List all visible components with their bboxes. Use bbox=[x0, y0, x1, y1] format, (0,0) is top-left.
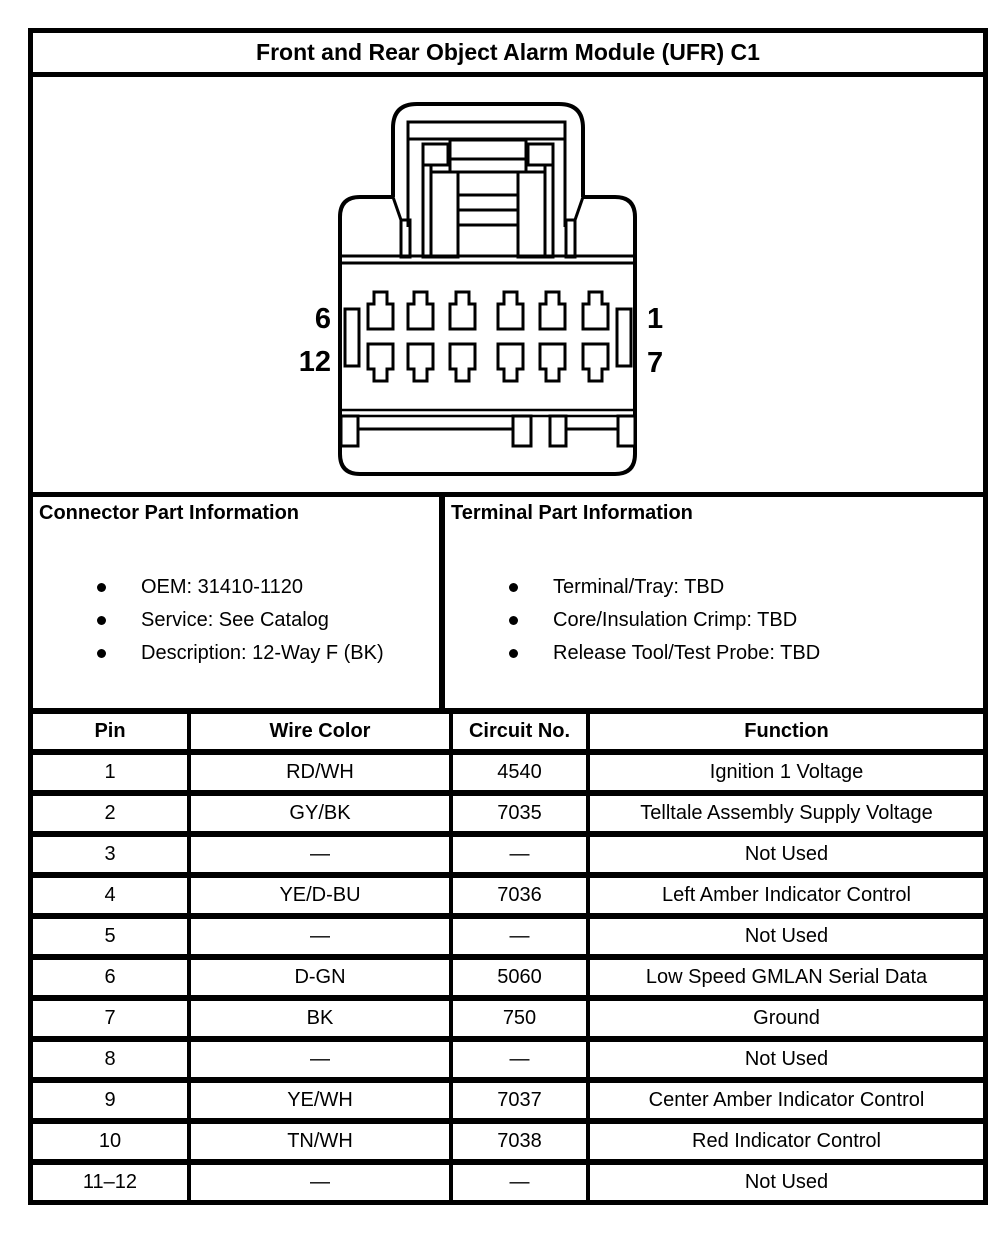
bullet-icon bbox=[509, 616, 518, 625]
bullet-item bbox=[451, 604, 983, 637]
table-row bbox=[33, 1162, 983, 1200]
bullet-text: Service: See Catalog bbox=[141, 609, 329, 631]
pin-cell: 7 bbox=[33, 998, 189, 1039]
pin-grid-icon bbox=[345, 292, 631, 381]
circuit-no-cell: — bbox=[451, 1162, 588, 1200]
circuit-no-cell: — bbox=[451, 916, 588, 957]
connector-diagram-panel bbox=[33, 72, 983, 497]
pin-table-header-row bbox=[33, 714, 983, 752]
function-cell: Red Indicator Control bbox=[588, 1121, 983, 1162]
pin-cell: 5 bbox=[33, 916, 189, 957]
pin-column-header: Pin bbox=[33, 714, 189, 752]
circuit-no-cell: 4540 bbox=[451, 752, 588, 793]
bullet-item bbox=[39, 637, 439, 670]
circuit-no-cell: 750 bbox=[451, 998, 588, 1039]
page-title: Front and Rear Object Alarm Module (UFR) C1 bbox=[256, 39, 760, 65]
function-cell: Left Amber Indicator Control bbox=[588, 875, 983, 916]
function-cell: Ignition 1 Voltage bbox=[588, 752, 983, 793]
table-row bbox=[33, 1080, 983, 1121]
wire-color-cell: — bbox=[189, 916, 451, 957]
terminal-part-info-heading: Terminal Part Information bbox=[451, 502, 693, 524]
connector-latch-icon bbox=[393, 104, 583, 257]
bullet-item bbox=[39, 571, 439, 604]
connector-part-info-heading: Connector Part Information bbox=[39, 502, 300, 524]
bullet-text: Core/Insulation Crimp: TBD bbox=[553, 609, 798, 631]
pin-cell: 10 bbox=[33, 1121, 189, 1162]
bullet-icon bbox=[509, 583, 518, 592]
wire-color-cell: — bbox=[189, 834, 451, 875]
wire-color-cell: TN/WH bbox=[189, 1121, 451, 1162]
table-row bbox=[33, 998, 983, 1039]
pin-cell: 6 bbox=[33, 957, 189, 998]
pin-cell: 1 bbox=[33, 752, 189, 793]
table-row bbox=[33, 793, 983, 834]
bullet-item bbox=[451, 571, 983, 604]
function-cell: Center Amber Indicator Control bbox=[588, 1080, 983, 1121]
terminal-part-info-panel bbox=[445, 497, 983, 708]
pin-label-12: 12 bbox=[298, 346, 331, 378]
pin-table bbox=[33, 714, 983, 1200]
bullet-text: Release Tool/Test Probe: TBD bbox=[553, 642, 821, 664]
bullet-item bbox=[39, 604, 439, 637]
bullet-item bbox=[451, 637, 983, 670]
pin-cell: 8 bbox=[33, 1039, 189, 1080]
pin-cell: 2 bbox=[33, 793, 189, 834]
function-cell: Telltale Assembly Supply Voltage bbox=[588, 793, 983, 834]
table-row bbox=[33, 834, 983, 875]
table-row bbox=[33, 1039, 983, 1080]
connector-diagram bbox=[33, 77, 983, 492]
pin-label-7: 7 bbox=[647, 347, 664, 379]
circuit-no-cell: — bbox=[451, 834, 588, 875]
wire-color-cell: — bbox=[189, 1039, 451, 1080]
table-row bbox=[33, 957, 983, 998]
table-row bbox=[33, 875, 983, 916]
pin-cell: 11–12 bbox=[33, 1162, 189, 1200]
part-information-row bbox=[33, 497, 983, 714]
pin-cell: 3 bbox=[33, 834, 189, 875]
function-cell: Ground bbox=[588, 998, 983, 1039]
circuit-no-column-header: Circuit No. bbox=[451, 714, 588, 752]
connector-sheet bbox=[28, 28, 988, 1205]
function-cell: Not Used bbox=[588, 916, 983, 957]
circuit-no-cell: 7038 bbox=[451, 1121, 588, 1162]
wire-color-cell: — bbox=[189, 1162, 451, 1200]
bullet-text: OEM: 31410-1120 bbox=[141, 576, 303, 598]
table-row bbox=[33, 916, 983, 957]
function-cell: Not Used bbox=[588, 834, 983, 875]
function-cell: Low Speed GMLAN Serial Data bbox=[588, 957, 983, 998]
bullet-icon bbox=[97, 616, 106, 625]
bullet-text: Description: 12-Way F (BK) bbox=[141, 642, 384, 664]
wire-color-cell: YE/WH bbox=[189, 1080, 451, 1121]
pin-cell: 4 bbox=[33, 875, 189, 916]
circuit-no-cell: 7036 bbox=[451, 875, 588, 916]
circuit-no-cell: 7037 bbox=[451, 1080, 588, 1121]
bullet-icon bbox=[97, 649, 106, 658]
wire-color-cell: BK bbox=[189, 998, 451, 1039]
connector-body-icon bbox=[340, 197, 635, 474]
terminal-part-info-list bbox=[451, 571, 983, 670]
pin-label-1: 1 bbox=[647, 303, 664, 335]
bullet-text: Terminal/Tray: TBD bbox=[553, 576, 725, 598]
connector-part-info-panel bbox=[33, 497, 445, 708]
circuit-no-cell: — bbox=[451, 1039, 588, 1080]
connector-part-info-list bbox=[39, 571, 439, 670]
wire-color-cell: RD/WH bbox=[189, 752, 451, 793]
wire-color-cell: GY/BK bbox=[189, 793, 451, 834]
function-column-header: Function bbox=[588, 714, 983, 752]
table-row bbox=[33, 752, 983, 793]
pin-cell: 9 bbox=[33, 1080, 189, 1121]
circuit-no-cell: 7035 bbox=[451, 793, 588, 834]
wire-color-column-header: Wire Color bbox=[189, 714, 451, 752]
wire-color-cell: YE/D-BU bbox=[189, 875, 451, 916]
function-cell: Not Used bbox=[588, 1039, 983, 1080]
pin-label-6: 6 bbox=[314, 303, 331, 335]
bullet-icon bbox=[509, 649, 518, 658]
pin-table-body bbox=[33, 752, 983, 1200]
table-row bbox=[33, 1121, 983, 1162]
bullet-icon bbox=[97, 583, 106, 592]
wire-color-cell: D-GN bbox=[189, 957, 451, 998]
circuit-no-cell: 5060 bbox=[451, 957, 588, 998]
function-cell: Not Used bbox=[588, 1162, 983, 1200]
